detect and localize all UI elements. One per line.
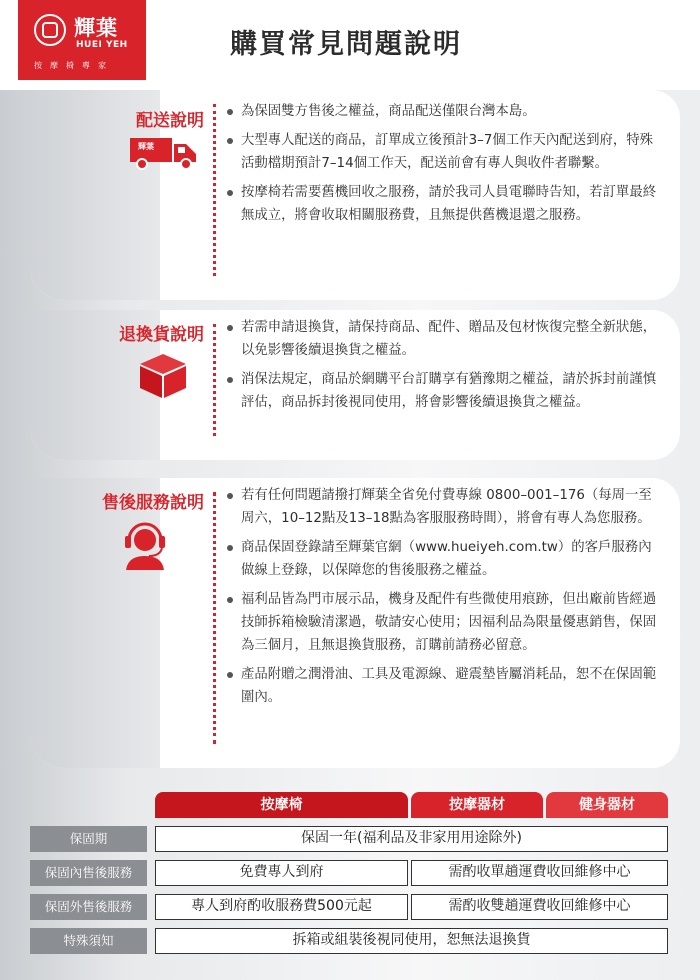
row-label-in-warranty-service: 保固內售後服務 xyxy=(30,860,147,886)
section-divider xyxy=(213,492,216,744)
brand-logo[interactable] xyxy=(18,0,146,80)
list-item: 按摩椅若需要舊機回收之服務，請於我司人員電聯時告知，若訂單最終無成立，將會收取相關服務費，且無提供舊機退還之服務。 xyxy=(227,181,657,227)
row-label-special-notice: 特殊須知 xyxy=(30,928,147,954)
delivery-section xyxy=(30,90,680,300)
after-sales-section xyxy=(30,478,680,768)
delivery-truck-icon xyxy=(130,138,198,174)
brand-tagline: 按摩椅專家 xyxy=(34,61,114,70)
brand-name-en: HUEI YEH xyxy=(76,40,128,50)
section-title: 退換貨說明 xyxy=(119,325,204,345)
list-item: 商品保固登錄請至輝葉官網（www.hueiyeh.com.tw）的客戶服務內做線上登錄，以保障您的售後服務之權益。 xyxy=(227,536,657,582)
page-title: 購買常見問題說明 xyxy=(230,29,462,60)
list-item: 為保固雙方售後之權益，商品配送僅限台灣本島。 xyxy=(227,100,657,123)
column-header-fitness-equipment: 健身器材 xyxy=(546,792,668,818)
truck-label: 輝葉 xyxy=(138,142,154,151)
section-divider xyxy=(213,104,216,276)
table-cell: 保固一年(福利品及非家用用途除外) xyxy=(155,826,668,852)
row-label-out-of-warranty-service: 保固外售後服務 xyxy=(30,894,147,920)
list-item: 大型專人配送的商品，訂單成立後預計3–7個工作天內配送到府，特殊活動檔期預計7–14個工作天，配送前會有專人與收件者聯繫。 xyxy=(227,129,657,175)
list-item: 消保法規定，商品於網購平台訂購享有猶豫期之權益，請於拆封前謹慎評估，商品拆封後視同使用，將會影響後續退換貨之權益。 xyxy=(227,368,657,414)
column-header-massage-equipment: 按摩器材 xyxy=(411,792,543,818)
section-title: 配送說明 xyxy=(136,111,204,131)
returns-bullets xyxy=(227,316,657,420)
table-cell: 免費專人到府 xyxy=(155,860,408,886)
box-icon xyxy=(138,352,188,404)
list-item: 福利品皆為門市展示品，機身及配件有些微使用痕跡，但出廠前皆經過技師拆箱檢驗清潔過，敬請安心使用；因福利品為限量優惠銷售，保固為三個月，且無退換貨服務，訂購前請務必留意。 xyxy=(227,588,657,657)
section-divider xyxy=(213,324,216,436)
list-item: 若需申請退換貨，請保持商品、配件、贈品及包材恢復完整全新狀態，以免影響後續退換貨之權益。 xyxy=(227,316,657,362)
table-cell: 拆箱或組裝後視同使用，恕無法退換貨 xyxy=(155,928,668,954)
list-item: 若有任何問題請撥打輝葉全省免付費專線 0800–001–176（每周一至周六，10–12點及13–18點為客服服務時間），將會有專人為您服務。 xyxy=(227,484,657,530)
table-cell: 需酌收雙趟運費收回維修中心 xyxy=(411,894,668,920)
customer-service-icon xyxy=(122,518,168,574)
page-header xyxy=(0,0,700,90)
table-cell: 需酌收單趟運費收回維修中心 xyxy=(411,860,668,886)
table-cell: 專人到府酌收服務費500元起 xyxy=(155,894,408,920)
brand-mark-icon xyxy=(34,14,66,46)
returns-section xyxy=(30,310,680,460)
row-label-warranty-period: 保固期 xyxy=(30,826,147,852)
column-header-massage-chair: 按摩椅 xyxy=(155,792,408,818)
section-title: 售後服務說明 xyxy=(102,493,204,513)
list-item: 產品附贈之潤滑油、工具及電源線、避震墊皆屬消耗品，恕不在保固範圍內。 xyxy=(227,663,657,709)
delivery-bullets xyxy=(227,100,657,233)
brand-name-cn: 輝葉 xyxy=(74,16,118,40)
after-sales-bullets xyxy=(227,484,657,715)
